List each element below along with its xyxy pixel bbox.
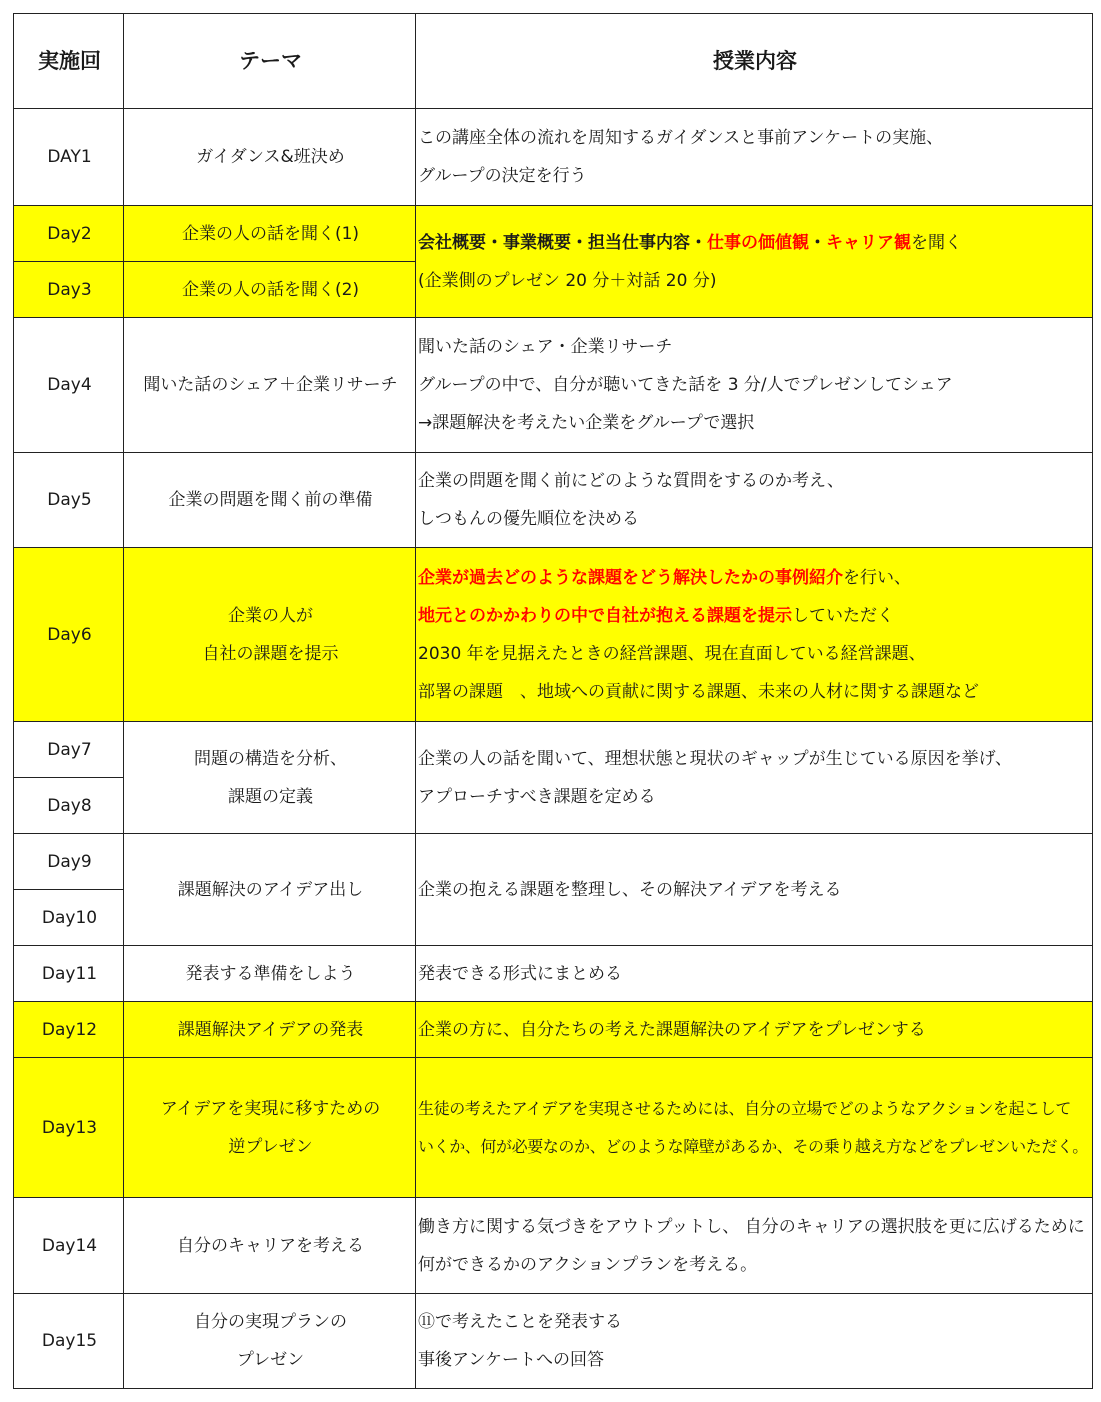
emphasis-text: 企業が過去どのような課題をどう解決したかの事例紹介: [418, 567, 843, 588]
day-cell: Day4: [14, 318, 124, 453]
content-cell: [416, 453, 1093, 548]
emphasis-text: キャリア観: [826, 232, 911, 253]
theme-line: 問題の構造を分析、: [194, 748, 347, 769]
curriculum-table: [13, 13, 1093, 1389]
table-row: [14, 453, 1093, 548]
header-session: 実施回: [14, 14, 124, 109]
content-cell: 発表できる形式にまとめる: [416, 946, 1093, 1002]
day-cell: Day2: [14, 206, 124, 262]
content-line: 聞いた話のシェア・企業リサーチ: [418, 337, 673, 357]
theme-line: 逆プレゼン: [228, 1136, 313, 1157]
content-cell: 企業の抱える課題を整理し、その解決アイデアを考える: [416, 834, 1093, 946]
content-cell: [416, 1198, 1093, 1294]
content-line: 働き方に関する気づきをアウトプットし、 自分のキャリアの選択肢を更に広げるために: [418, 1216, 1085, 1237]
table-row: [14, 206, 1093, 262]
table-row: [14, 548, 1093, 722]
content-cell: [416, 722, 1093, 834]
theme-cell: 課題解決のアイデア出し: [124, 834, 416, 946]
content-line: 部署の課題 、地域への貢献に関する課題、未来の人材に関する課題など: [418, 681, 979, 702]
day-cell: Day15: [14, 1294, 124, 1389]
content-cell: [416, 548, 1093, 722]
content-line: 企業の人の話を聞いて、理想状態と現状のギャップが生じている原因を挙げ、: [418, 748, 1012, 769]
theme-cell: 発表する準備をしよう: [124, 946, 416, 1002]
content-line: 2030 年を見据えたときの経営課題、現在直面している経営課題、: [418, 643, 926, 664]
content-line: 生徒の考えたアイデアを実現させるためには、自分の立場でどのようなアクションを起こして: [418, 1098, 1071, 1118]
content-cell: [416, 206, 1093, 318]
content-line: アプローチすべき課題を定める: [418, 786, 656, 807]
theme-cell: 企業の問題を聞く前の準備: [124, 453, 416, 548]
emphasis-text: 地元とのかかわりの中で自社が抱える課題を提示: [418, 605, 792, 626]
theme-cell: [124, 1294, 416, 1389]
theme-cell: 企業の人の話を聞く(2): [124, 262, 416, 318]
content-cell: [416, 318, 1093, 453]
content-cell: 企業の方に、自分たちの考えた課題解決のアイデアをプレゼンする: [416, 1002, 1093, 1058]
day-cell: Day9: [14, 834, 124, 890]
content-text: 会社概要・事業概要・担当仕事内容・: [418, 232, 707, 253]
content-line: 何ができるかのアクションプランを考える。: [418, 1254, 758, 1275]
day-cell: Day7: [14, 722, 124, 778]
content-line: [418, 224, 1092, 262]
table-row: [14, 1002, 1093, 1058]
content-line: (企業側のプレゼン 20 分＋対話 20 分): [418, 270, 717, 291]
theme-cell: 自分のキャリアを考える: [124, 1198, 416, 1294]
theme-line: プレゼン: [236, 1350, 305, 1370]
content-line: →課題解決を考えたい企業をグループで選択: [418, 413, 755, 433]
theme-cell: 聞いた話のシェア＋企業リサーチ: [124, 318, 416, 453]
theme-line: 企業の人が: [228, 605, 313, 626]
content-line: 企業の問題を聞く前にどのような質問をするのか考え、: [418, 471, 845, 491]
header-content: 授業内容: [416, 14, 1093, 109]
table-row: [14, 109, 1093, 206]
theme-cell: ガイダンス&班決め: [124, 109, 416, 206]
table-row: [14, 1198, 1093, 1294]
content-cell: [416, 1058, 1093, 1198]
content-line: この講座全体の流れを周知するガイダンスと事前アンケートの実施、: [418, 128, 944, 148]
theme-cell: 企業の人の話を聞く(1): [124, 206, 416, 262]
content-text: を聞く: [911, 232, 962, 253]
day-cell: Day3: [14, 262, 124, 318]
content-line: 事後アンケートへの回答: [418, 1350, 604, 1370]
table-row: [14, 946, 1093, 1002]
day-cell: Day12: [14, 1002, 124, 1058]
content-cell: [416, 109, 1093, 206]
content-line: グループの中で、自分が聴いてきた話を 3 分/人でプレゼンしてシェア: [418, 375, 953, 395]
content-line: しつもんの優先順位を決める: [418, 509, 639, 529]
content-line: [418, 559, 1092, 597]
content-text: ・: [809, 232, 826, 253]
day-cell: Day11: [14, 946, 124, 1002]
theme-line: 自分の実現プランの: [194, 1312, 347, 1332]
day-cell: Day13: [14, 1058, 124, 1198]
theme-cell: [124, 1058, 416, 1198]
content-line: グループの決定を行う: [418, 166, 587, 186]
header-theme: テーマ: [124, 14, 416, 109]
content-text: を行い、: [843, 567, 911, 588]
theme-line: 自社の課題を提示: [202, 643, 339, 664]
content-line: ⑪で考えたことを発表する: [418, 1312, 622, 1332]
table-row: [14, 1294, 1093, 1389]
theme-line: アイデアを実現に移すための: [160, 1098, 381, 1119]
table-row: [14, 834, 1093, 890]
emphasis-text: 仕事の価値観: [707, 232, 809, 253]
day-cell: Day10: [14, 890, 124, 946]
table-row: [14, 1058, 1093, 1198]
table-row: [14, 318, 1093, 453]
day-cell: DAY1: [14, 109, 124, 206]
theme-line: 課題の定義: [228, 786, 313, 807]
day-cell: Day8: [14, 778, 124, 834]
content-text: していただく: [792, 605, 894, 626]
day-cell: Day14: [14, 1198, 124, 1294]
table-row: [14, 722, 1093, 778]
content-line: [418, 597, 1092, 635]
day-cell: Day5: [14, 453, 124, 548]
theme-cell: [124, 548, 416, 722]
content-line: いくか、何が必要なのか、どのような障壁があるか、その乗り越え方などをプレゼンいただく。: [418, 1136, 1088, 1156]
theme-cell: [124, 722, 416, 834]
theme-cell: 課題解決アイデアの発表: [124, 1002, 416, 1058]
day-cell: Day6: [14, 548, 124, 722]
content-cell: [416, 1294, 1093, 1389]
header-row: [14, 14, 1093, 109]
